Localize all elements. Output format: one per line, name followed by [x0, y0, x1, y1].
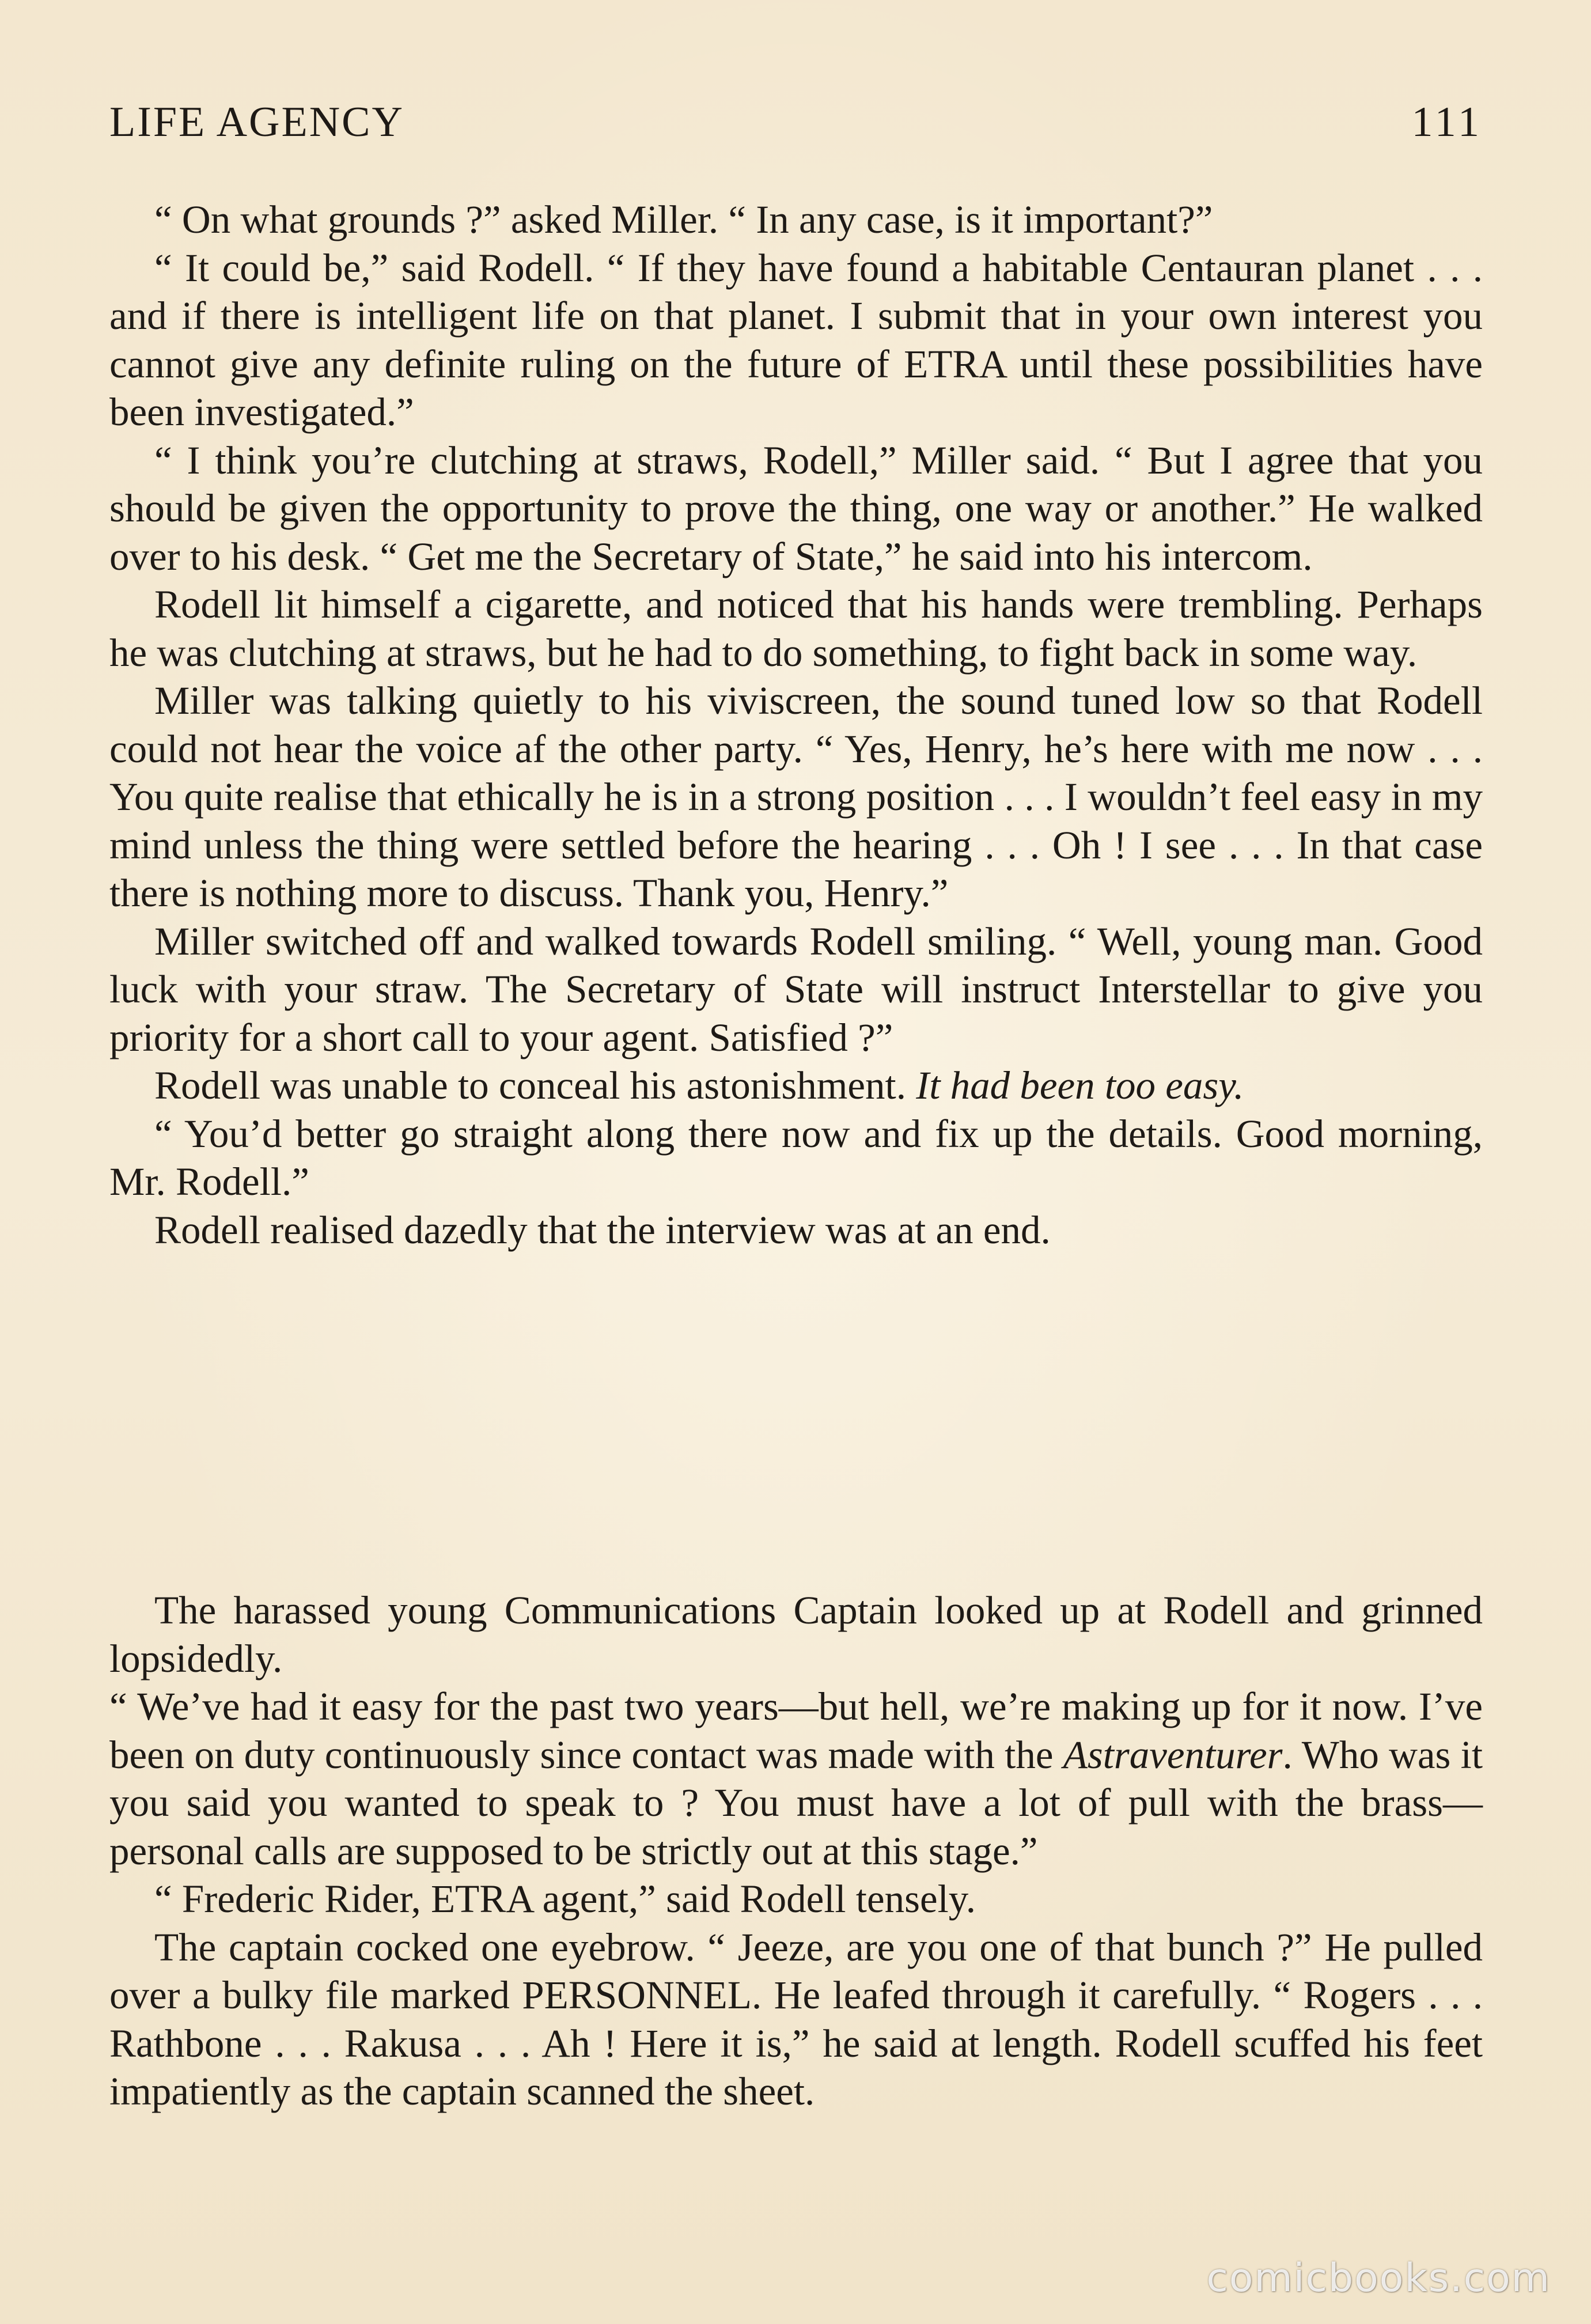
paragraph-text: “ We’ve had it easy for the past two years—but hell, we’re making up for it now. I’ve been on duty continuously since contact was made with the — [109, 1685, 1483, 1777]
text-block-communications — [109, 1587, 1483, 2116]
paragraph-text: Rodell was unable to conceal his astonishment. — [154, 1063, 906, 1107]
paragraph-text: . Who was it you said you wanted to speak to ? You must have a lot of pull with the brass—personal calls are supposed to be strictly out at this stage.” — [109, 1732, 1483, 1873]
paragraph — [109, 1062, 1483, 1110]
paragraph — [109, 1683, 1483, 1875]
paragraph: The captain cocked one eyebrow. “ Jeeze, are you one of that bunch ?” He pulled over a bulky file marked PERSONNEL. He leafed through it carefully. “ Rogers . . . Rathbone . . . Rakusa . . . Ah ! Here it is,” he said at length. Rodell scuffed his feet impatiently as the captain scanned the sheet. — [109, 1925, 1483, 2113]
paragraph: Miller switched off and walked towards Rodell smiling. “ Well, young man. Good luck with your straw. The Secretary of State will instruct Interstellar to give you priority for a short call to your agent. Satisfied ?” — [109, 919, 1483, 1059]
paragraph: Rodell realised dazedly that the interview was at an end. — [154, 1208, 1051, 1252]
paragraph: “ You’d better go straight along there now and fix up the details. Good morning, Mr. Rodell.” — [109, 1111, 1483, 1203]
text-block-interview — [109, 196, 1483, 1254]
italic-phrase: It had been too easy. — [916, 1063, 1244, 1107]
paragraph: “ I think you’re clutching at straws, Rodell,” Miller said. “ But I agree that you should be given the opportunity to prove the thing, one way or another.” He walked over to his desk. “ Get me the Secretary of State,” he said into his intercom. — [109, 438, 1483, 578]
paragraph: “ Frederic Rider, ETRA agent,” said Rodell tensely. — [154, 1877, 976, 1921]
ship-name: Astraventurer — [1063, 1732, 1283, 1777]
paragraph: The harassed young Communications Captain looked up at Rodell and grinned lopsidedly. — [109, 1588, 1483, 1680]
paragraph: “ It could be,” said Rodell. “ If they have found a habitable Centauran planet . . . and if there is intelligent life on that planet. I submit that in your own interest you cannot give any definite ruling on the future of ETRA until these possibilities have been investigated.” — [109, 245, 1483, 434]
paragraph: Miller was talking quietly to his viviscreen, the sound tuned low so that Rodell could not hear the voice af the other party. “ Yes, Henry, he’s here with me now . . . You quite realise that ethically he is in a strong position . . . I wouldn’t feel easy in my mind unless the thing were settled before the hearing . . . Oh ! I see . . . In that case there is nothing more to discuss. Thank you, Henry.” — [109, 679, 1483, 915]
paragraph: Rodell lit himself a cigarette, and noticed that his hands were trembling. Perhaps he was clutching at straws, but he had to do something, to fight back in some way. — [109, 582, 1483, 675]
running-title: LIFE AGENCY — [109, 99, 404, 146]
watermark: comicbooks.com — [1206, 2255, 1551, 2301]
paragraph: “ On what grounds ?” asked Miller. “ In any case, is it important?” — [154, 198, 1213, 241]
running-header — [109, 98, 1483, 156]
page-number: 111 — [1411, 99, 1483, 146]
